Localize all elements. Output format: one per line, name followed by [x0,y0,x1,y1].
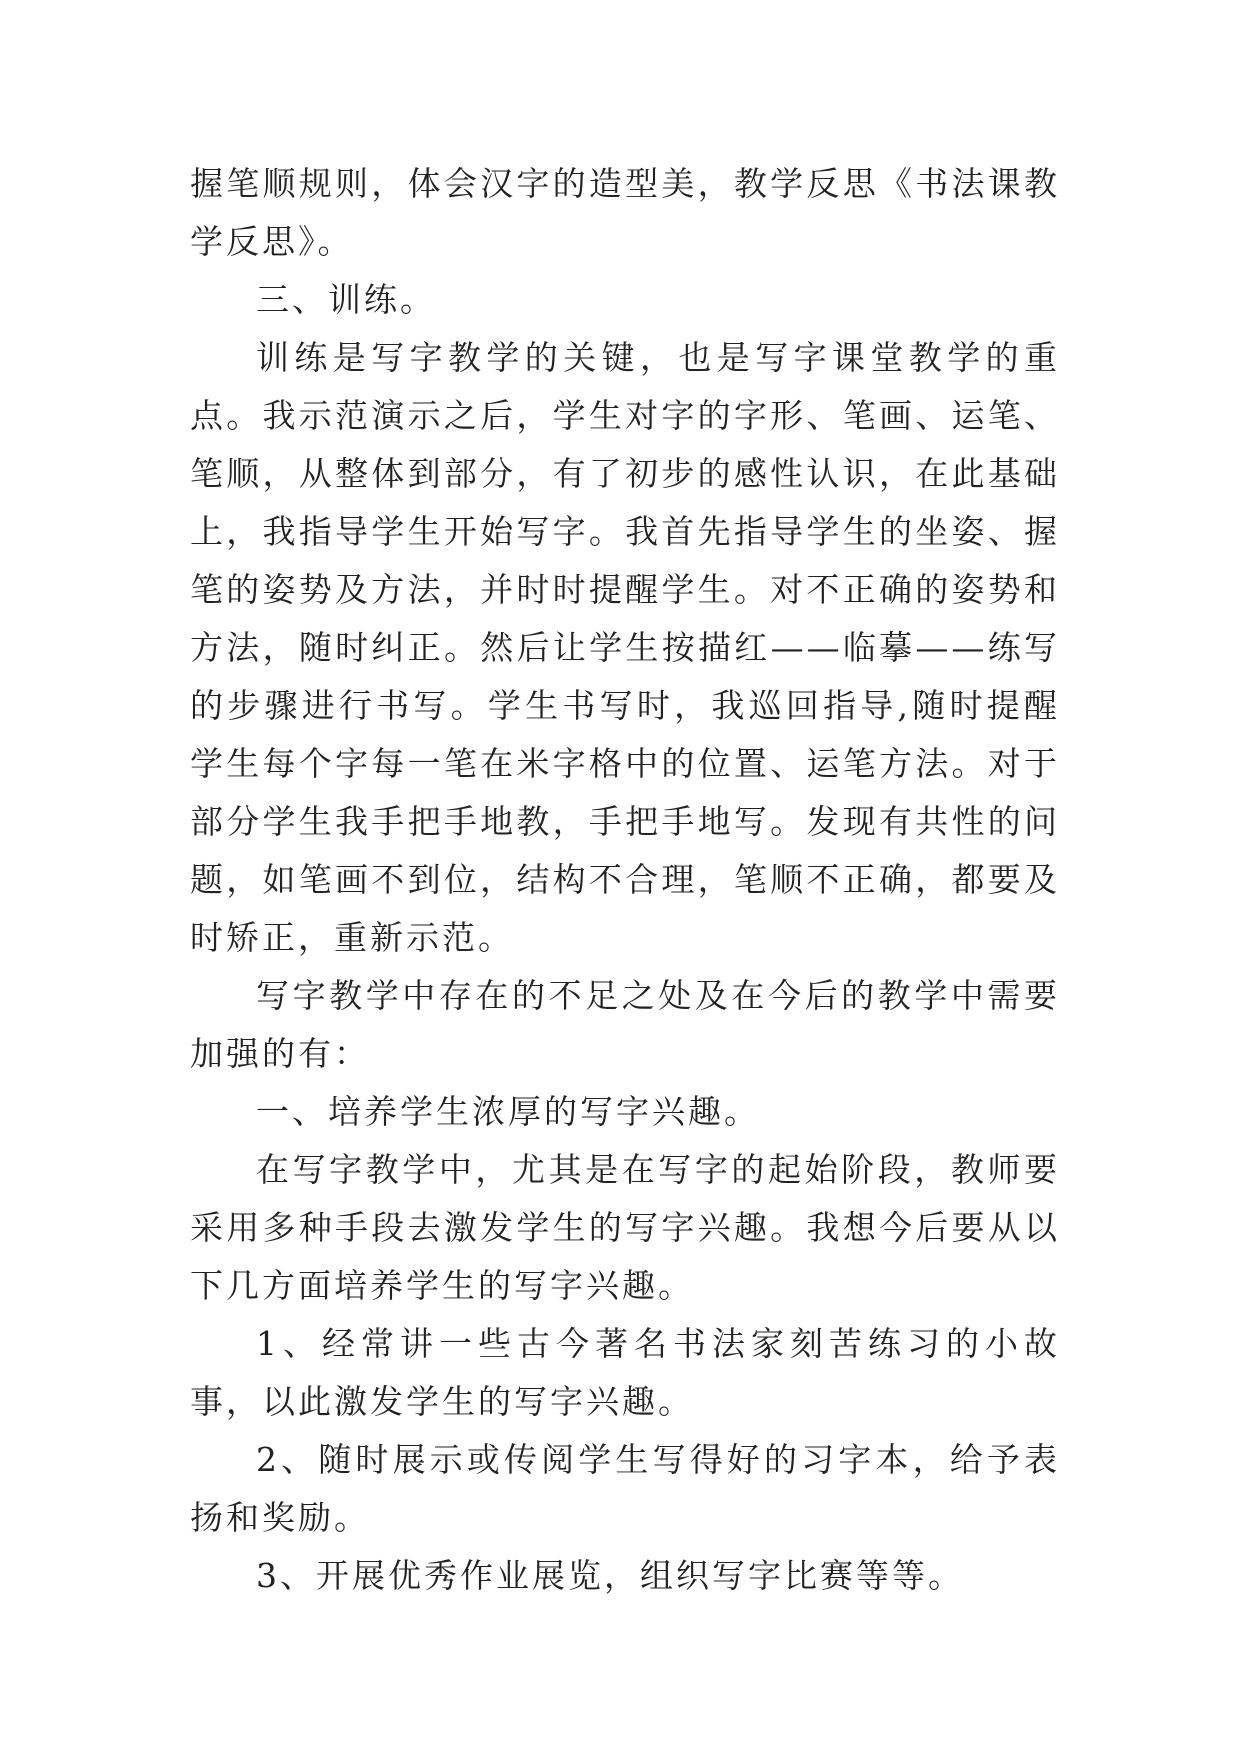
list-item-3: 3、开展优秀作业展览，组织写字比赛等等。 [256,1556,964,1595]
section-heading-training: 三、训练。 [256,280,436,319]
paragraph-interest: 在写字教学中，尤其是在写字的起始阶段，教师要采用多种手段去激发学生的写字兴趣。我想今后要从以下几方面培养学生的写字兴趣。 [190,1150,1060,1305]
document-body [190,155,1060,1605]
list-item-1: 1、经常讲一些古今著名书法家刻苦练习的小故事，以此激发学生的写字兴趣。 [190,1324,1060,1421]
section-heading-interest: 一、培养学生浓厚的写字兴趣。 [256,1092,760,1131]
paragraph-continuation: 握笔顺规则，体会汉字的造型美，教学反思《书法课教学反思》。 [190,164,1060,261]
paragraph-training: 训练是写字教学的关键，也是写字课堂教学的重点。我示范演示之后，学生对字的字形、笔画、运笔、笔顺，从整体到部分，有了初步的感性认识，在此基础上，我指导学生开始写字。我首先指导学生的坐姿、握笔的姿势及方法，并时时提醒学生。对不正确的姿势和方法，随时纠正。然后让学生按描红——临摹——练写的步骤进行书写。学生书写时，我巡回指导,随时提醒学生每个字每一笔在米字格中的位置、运笔方法。对于部分学生我手把手地教，手把手地写。发现有共性的问题，如笔画不到位，结构不合理，笔顺不正确，都要及时矫正，重新示范。 [190,338,1060,957]
paragraph-shortcomings: 写字教学中存在的不足之处及在今后的教学中需要加强的有： [190,976,1060,1073]
list-item-2: 2、随时展示或传阅学生写得好的习字本，给予表扬和奖励。 [190,1440,1060,1537]
